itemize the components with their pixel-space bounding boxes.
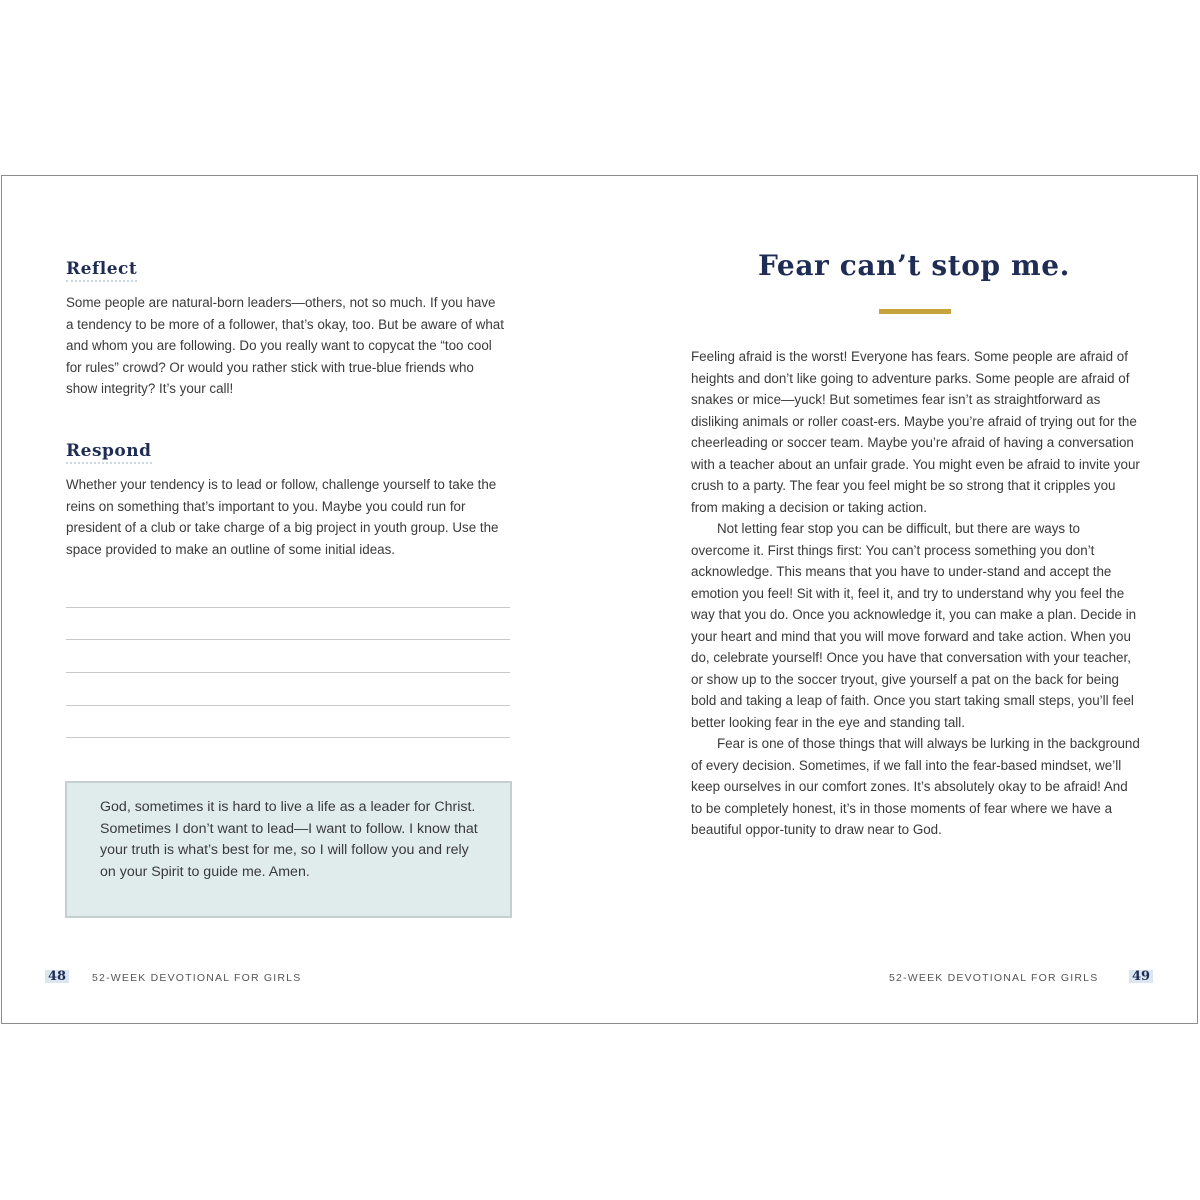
book-spread	[1, 175, 1198, 1024]
main-text	[691, 346, 1141, 841]
page-number-right: 49	[1129, 970, 1153, 983]
page-number-left: 48	[45, 970, 69, 983]
paragraph-1: Feeling afraid is the worst! Everyone has fears. Some people are afraid of heights and don’t like going to adventure parks. Some people are afraid of snakes or mice—yuck! But sometimes fear isn’t as straightforward as disliking animals or roller coast-ers. Maybe you’re afraid of trying out for the cheerleading or soccer team. Maybe you’re afraid of having a conversation with a teacher about an unfair grade. You might even be afraid to invite your crush to a party. The fear you feel might be so strong that it cripples you from making a decision or taking action.	[691, 349, 1140, 515]
title-underline-rule	[879, 309, 951, 314]
paragraph-2: Not letting fear stop you can be difficult, but there are ways to overcome it. First things first: You can’t process something you don’t acknowledge. This means that you have to under-stand and accept the emotion you feel! Sit with it, feel it, and try to understand why you feel the way that you do. Once you acknowledge it, you can make a plan. Decide in your heart and mind that you will move forward and take action. When you do, celebrate yourself! Once you have that conversation with your teacher, or show up to the soccer tryout, give yourself a pat on the back for being bold and taking a leap of faith. Once you start taking small steps, you’ll feel better looking fear in the eye and standing tall.	[691, 521, 1137, 730]
paragraph-3: Fear is one of those things that will always be lurking in the background of every decision. Sometimes, if we fall into the fear-based mindset, we’ll keep ourselves in our comfort zones. It’s absolutely okay to be afraid! And to be completely honest, it’s in those moments of fear where we have a beautiful oppor-tunity to draw near to God.	[691, 736, 1140, 837]
respond-heading: Respond	[66, 441, 152, 464]
running-head-left: 52-WEEK DEVOTIONAL FOR GIRLS	[92, 972, 302, 984]
page-title: Fear can’t stop me.	[757, 249, 1071, 282]
writing-lines[interactable]	[66, 607, 510, 747]
writing-line	[66, 639, 510, 640]
writing-line	[66, 737, 510, 738]
prayer-text: God, sometimes it is hard to live a life as a leader for Christ. Sometimes I don’t want to lead—I want to follow. I know that your truth is what’s best for me, so I will follow you and rely on your Spirit to guide me. Amen.	[100, 799, 478, 881]
respond-text: Whether your tendency is to lead or follow, challenge yourself to take the reins on something that’s important to you. Maybe you could run for president of a club or take charge of a big project in youth group. Use the space provided to make an outline of some initial ideas.	[66, 477, 499, 557]
reflect-text: Some people are natural-born leaders—others, not so much. If you have a tendency to be more of a follower, that’s okay, too. But be aware of what and whom you are following. Do you really want to copycat the “too cool for rules” crowd? Or would you rather stick with true-blue friends who show integrity? It’s your call!	[66, 295, 504, 397]
reflect-heading: Reflect	[66, 259, 137, 282]
writing-line	[66, 705, 510, 706]
writing-line	[66, 607, 510, 608]
left-page	[2, 176, 600, 1023]
right-page	[600, 176, 1198, 1023]
running-head-right: 52-WEEK DEVOTIONAL FOR GIRLS	[889, 972, 1099, 984]
prayer-box	[65, 781, 512, 918]
writing-line	[66, 672, 510, 673]
